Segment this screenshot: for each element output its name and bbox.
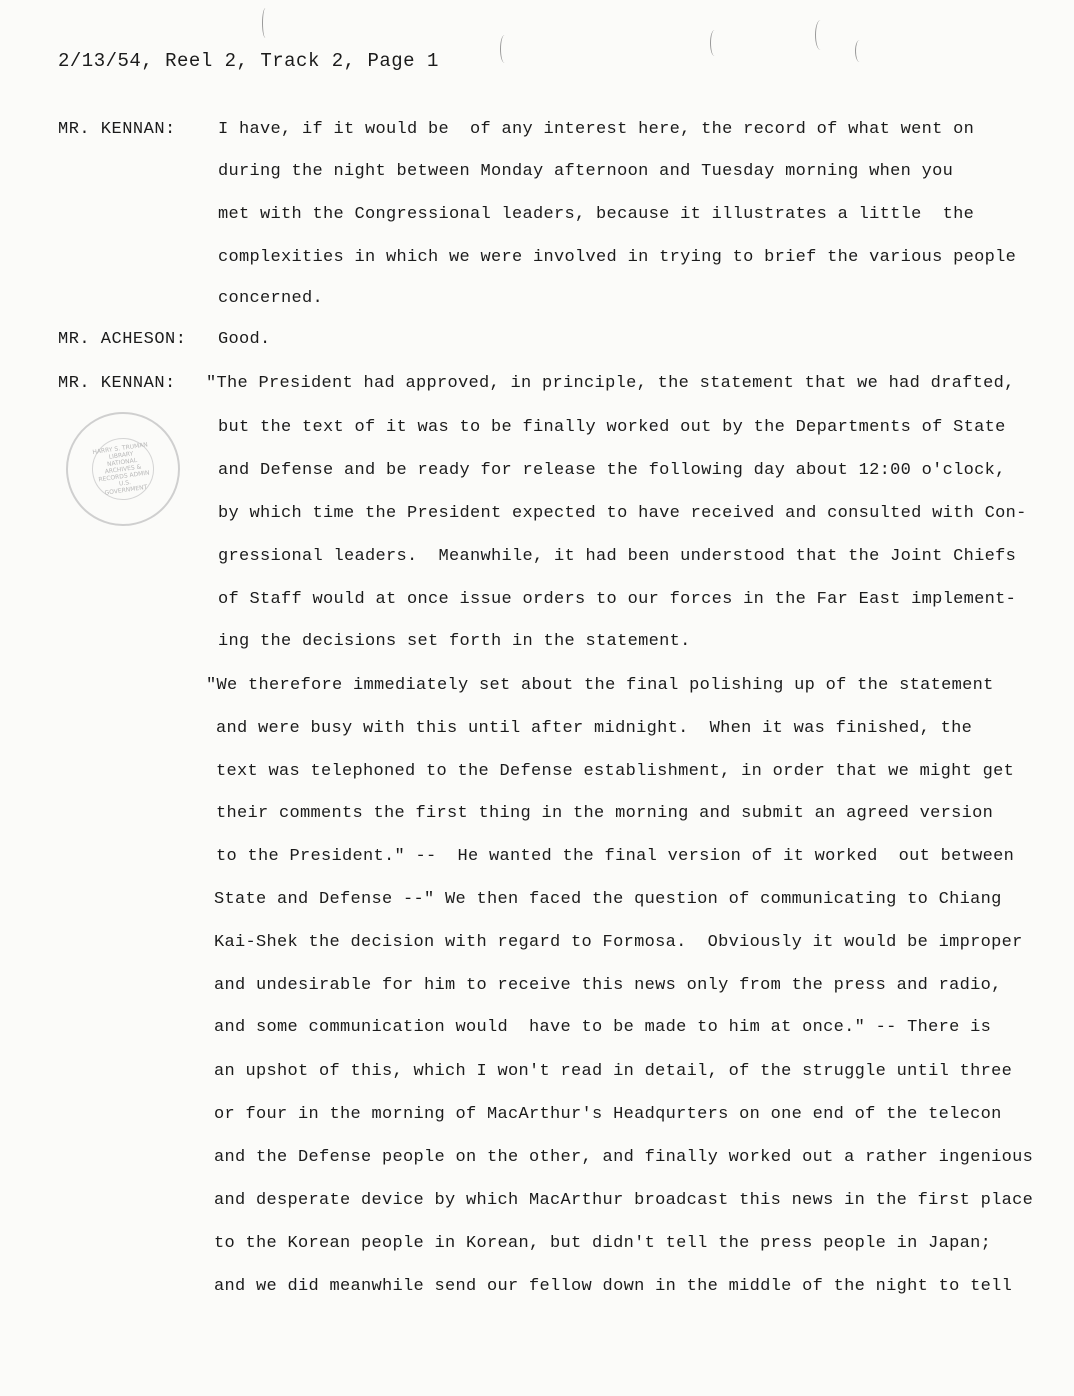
speaker-label: MR. ACHESON: (58, 330, 187, 349)
text-line: I have, if it would be of any interest here, the record of what went on (218, 120, 975, 139)
text-line: or four in the morning of MacArthur's Headqurters on one end of the telecon (214, 1105, 1002, 1124)
text-line: text was telephoned to the Defense establishment, in order that we might get (216, 762, 1015, 781)
text-line: and desperate device by which MacArthur broadcast this news in the first place (214, 1191, 1034, 1210)
archive-stamp (59, 405, 188, 534)
speaker-label: MR. KENNAN: (58, 120, 176, 139)
text-line: of Staff would at once issue orders to our forces in the Far East implement- (218, 590, 1017, 609)
text-line: gressional leaders. Meanwhile, it had been understood that the Joint Chiefs (218, 547, 1017, 566)
text-line: Good. (218, 330, 271, 349)
page-header: 2/13/54, Reel 2, Track 2, Page 1 (58, 50, 439, 72)
margin-mark (815, 20, 826, 50)
margin-mark (500, 35, 509, 63)
text-line: to the Korean people in Korean, but didn't tell the press people in Japan; (214, 1234, 992, 1253)
text-line: "We therefore immediately set about the final polishing up of the statement (206, 676, 994, 695)
text-line: but the text of it was to be finally worked out by the Departments of State (218, 418, 1006, 437)
text-line: State and Defense --" We then faced the question of communicating to Chiang (214, 890, 1002, 909)
text-line: during the night between Monday afternoon and Tuesday morning when you (218, 162, 954, 181)
speaker-label: MR. KENNAN: (58, 374, 176, 393)
text-line: and undesirable for him to receive this news only from the press and radio, (214, 976, 1002, 995)
text-line: and the Defense people on the other, and finally worked out a rather ingenious (214, 1148, 1034, 1167)
text-line: and we did meanwhile send our fellow down in the middle of the night to tell (214, 1277, 1013, 1296)
text-line: complexities in which we were involved in trying to brief the various people (218, 248, 1017, 267)
stamp-text: HARRY S. TRUMAN LIBRARY NATIONAL ARCHIVES & RECORDS ADMIN U.S. GOVERNMENT (91, 440, 150, 497)
text-line: their comments the first thing in the morning and submit an agreed version (216, 804, 994, 823)
text-line: and were busy with this until after midnight. When it was finished, the (216, 719, 973, 738)
text-line: and some communication would have to be made to him at once." -- There is (214, 1018, 992, 1037)
text-line: Kai-Shek the decision with regard to Formosa. Obviously it would be improper (214, 933, 1023, 952)
text-line: concerned. (218, 289, 324, 308)
text-line: met with the Congressional leaders, because it illustrates a little the (218, 205, 975, 224)
text-line: by which time the President expected to have received and consulted with Con- (218, 504, 1027, 523)
margin-mark (262, 8, 269, 38)
archive-stamp-inner (88, 434, 158, 504)
text-line: and Defense and be ready for release the following day about 12:00 o'clock, (218, 461, 1006, 480)
margin-mark (710, 30, 719, 56)
margin-mark (855, 40, 864, 62)
text-line: to the President." -- He wanted the final version of it worked out between (216, 847, 1015, 866)
text-line: ing the decisions set forth in the statement. (218, 632, 691, 651)
text-line: an upshot of this, which I won't read in detail, of the struggle until three (214, 1062, 1013, 1081)
text-line: "The President had approved, in principle, the statement that we had drafted, (206, 374, 1015, 393)
